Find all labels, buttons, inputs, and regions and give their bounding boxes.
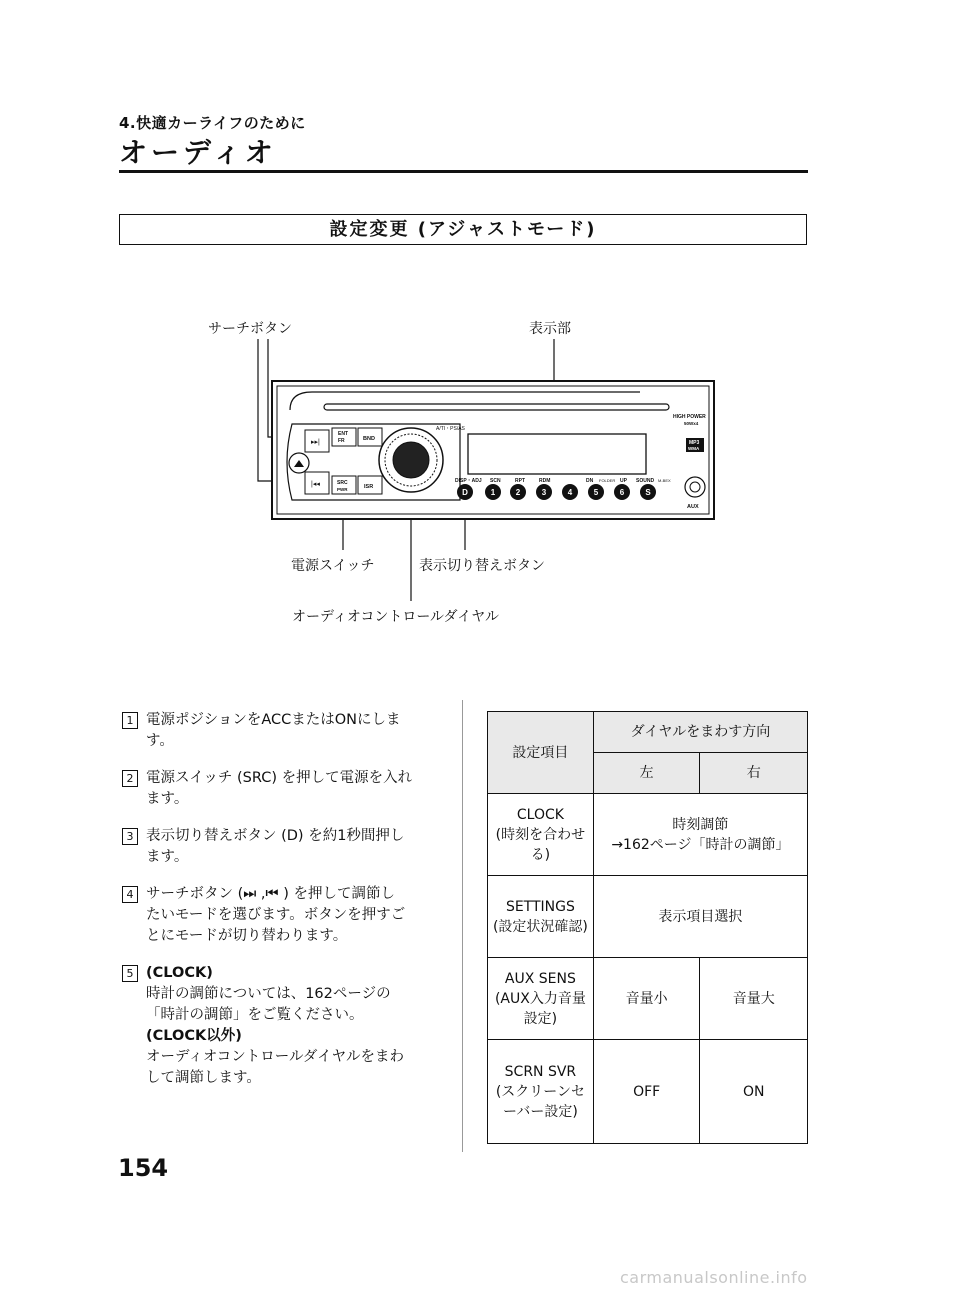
unit-label-isr: ISR [364, 484, 374, 490]
svg-text:▸▸|: ▸▸| [311, 439, 320, 446]
step-subheading: (CLOCK) [146, 965, 213, 981]
title-rule [119, 170, 808, 173]
step-text: たいモードを選びます。ボタンを押すご [146, 907, 406, 923]
unit-label-mp3: MP3 [689, 440, 700, 446]
page-number: 154 [118, 1154, 169, 1182]
row-left-value: OFF [593, 1040, 700, 1144]
page-title: オーディオ [119, 136, 277, 169]
row-subname: (スクリーンセーバー設定) [495, 1083, 585, 1120]
chapter-label: 4.快適カーライフのために [119, 114, 306, 132]
watermark: carmanualsonline.info [620, 1268, 808, 1287]
row-name: CLOCK [516, 806, 564, 823]
row-subname: (時刻を合わせる) [495, 826, 586, 863]
step-2 [122, 768, 440, 810]
row-name: SCRN SVR [504, 1063, 577, 1080]
unit-label-rdm: RDM [539, 478, 551, 484]
unit-label-pwr: PWR [337, 487, 348, 492]
step-text: ます。 [146, 849, 189, 865]
row-subname: (設定状況確認) [492, 918, 588, 935]
step-text: す。 [146, 733, 174, 749]
preset-d: D [462, 488, 468, 497]
unit-label-bnd: BND [363, 436, 375, 442]
radio-unit-diagram [240, 330, 720, 605]
section-title: 設定変更 (アジャストモード) [119, 214, 807, 245]
callout-audio-control-dial: オーディオコントロールダイヤル [292, 609, 500, 625]
step-number: 4 [122, 886, 138, 903]
preset-2: 2 [515, 488, 521, 497]
callout-display: 表示部 [529, 321, 571, 337]
step-text: 電源スイッチ (SRC) を押して電源を入れ [146, 770, 413, 786]
svg-text:|◂◂: |◂◂ [311, 481, 320, 488]
callout-display-toggle-button: 表示切り替えボタン [419, 558, 545, 574]
step-3 [122, 826, 440, 868]
preset-5: 5 [593, 488, 599, 497]
row-right-value: ON [700, 1040, 808, 1144]
settings-table [487, 711, 808, 1144]
row-right-value: 音量大 [700, 958, 808, 1040]
unit-label-mbex: M-BEX [658, 478, 671, 483]
unit-label-aux: AUX [687, 504, 699, 510]
preset-3: 3 [541, 488, 547, 497]
row-left-value: 音量小 [593, 958, 700, 1040]
row-value: 時刻調節 [672, 816, 729, 833]
step-1 [122, 710, 440, 752]
callout-power-switch: 電源スイッチ [291, 558, 375, 574]
unit-label-folder: FOLDER [599, 478, 616, 483]
step-text: 電源ポジションをACCまたはONにしま [146, 712, 401, 728]
step-number: 2 [122, 770, 138, 787]
unit-label-dn: DN [586, 478, 594, 484]
unit-label-high-power: HIGH POWER [673, 414, 706, 420]
header-right: 右 [700, 753, 808, 794]
step-text: して調節します。 [146, 1070, 261, 1086]
unit-label-watts: 50Wx4 [684, 421, 699, 426]
step-4 [122, 884, 440, 947]
table-row [488, 1040, 808, 1144]
step-number: 5 [122, 965, 138, 982]
table-row [488, 876, 808, 958]
row-subname: (AUX入力音量設定) [494, 990, 586, 1027]
step-text: 「時計の調節」をご覧ください。 [146, 1007, 364, 1023]
step-text: サーチボタン (⏭ ,⏮ ) を押して調節し [146, 886, 395, 902]
unit-label-sound: SOUND [636, 478, 655, 484]
row-name: AUX SENS [504, 970, 576, 987]
step-text: とにモードが切り替わります。 [146, 928, 348, 944]
step-text: ます。 [146, 791, 189, 807]
unit-label-ent: ENT [338, 431, 348, 437]
preset-4: 4 [567, 488, 573, 497]
table-row [488, 958, 808, 1040]
header-dial-direction: ダイヤルをまわす方向 [593, 712, 807, 753]
steps-list [122, 710, 440, 1105]
step-subheading: (CLOCK以外) [146, 1028, 242, 1044]
step-text: オーディオコントロールダイヤルをまわ [146, 1049, 404, 1065]
unit-label-up: UP [620, 478, 627, 484]
step-number: 1 [122, 712, 138, 729]
header-setting-item: 設定項目 [488, 712, 594, 794]
unit-label-src: SRC [337, 480, 348, 486]
callout-search-button: サーチボタン [208, 321, 292, 337]
column-divider [462, 700, 463, 1152]
unit-label-scn: SCN [490, 478, 501, 484]
row-value: 表示項目選択 [593, 876, 807, 958]
unit-label-fr: FR [338, 438, 345, 444]
step-text: 表示切り替えボタン (D) を約1秒間押し [146, 828, 405, 844]
unit-label-top-strip: A/TI・PS/AS [436, 426, 465, 432]
table-row [488, 794, 808, 876]
preset-6: 6 [619, 488, 625, 497]
unit-label-disp-adj: DISP・ADJ [455, 478, 482, 484]
row-name: SETTINGS [505, 898, 575, 915]
unit-label-wma: WMA [688, 446, 700, 451]
row-reference: →162ページ「時計の調節」 [611, 836, 790, 853]
step-number: 3 [122, 828, 138, 845]
preset-s: S [645, 488, 651, 497]
step-5 [122, 963, 440, 1089]
step-text: 時計の調節については、162ページの [146, 986, 391, 1002]
preset-1: 1 [490, 488, 496, 497]
unit-label-rpt: RPT [515, 478, 525, 484]
header-left: 左 [593, 753, 700, 794]
